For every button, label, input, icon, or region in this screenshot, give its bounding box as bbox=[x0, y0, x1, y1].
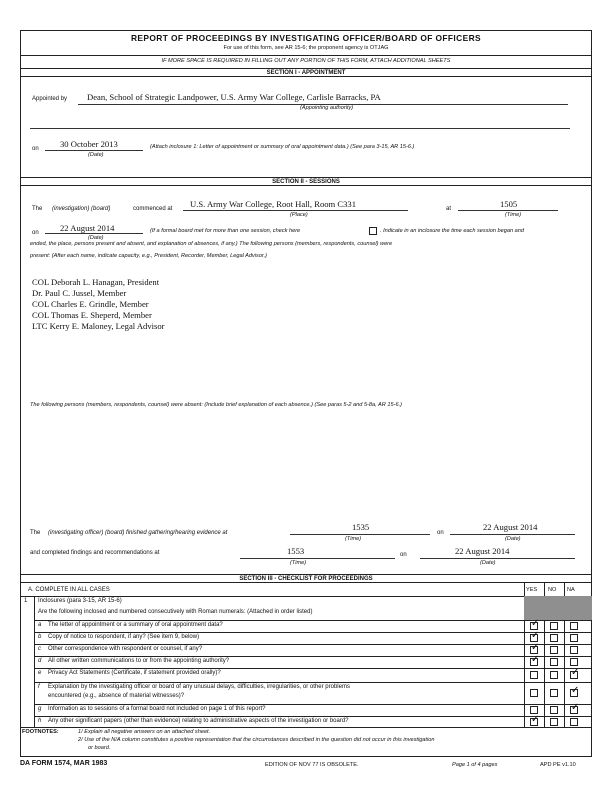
formal-board-note-2: . Indicate in an inclosure the time each session began and bbox=[380, 228, 524, 234]
form-subtitle: For use of this form, see AR 15-6; the proponent agency is OTJAG bbox=[223, 45, 389, 51]
space-notice: IF MORE SPACE IS REQUIRED IN FILLING OUT ANY PORTION OF THIS FORM, ATTACH ADDITIONAL SHEETS bbox=[161, 58, 451, 64]
form-number: DA FORM 1574, MAR 1983 bbox=[20, 760, 108, 767]
appointed-by-value: Dean, School of Strategic Landpower, U.S. Army War College, Carlisle Barracks, PA bbox=[87, 92, 381, 102]
checklist-letter-h: h bbox=[38, 718, 42, 724]
formal-board-checkbox[interactable] bbox=[369, 227, 377, 235]
section-1-heading: SECTION I - APPOINTMENT bbox=[20, 68, 592, 77]
checklist-text-g: Information as to sessions of a formal board not included on page 1 of this report? bbox=[48, 706, 266, 712]
session-place: U.S. Army War College, Root Hall, Room C331 bbox=[190, 199, 357, 209]
completed-date: 22 August 2014 bbox=[455, 546, 510, 556]
check-mark-g: ✓ bbox=[571, 702, 580, 713]
footnote-1: 1/ Explain all negative answers on an attached sheet. bbox=[78, 729, 211, 735]
finished-time: 1535 bbox=[352, 522, 370, 532]
on-label-2: on bbox=[32, 230, 39, 236]
on-label: on bbox=[32, 146, 39, 152]
checkbox-c-no[interactable] bbox=[550, 646, 558, 654]
checkbox-a-na[interactable] bbox=[570, 622, 578, 630]
form-title: REPORT OF PROCEEDINGS BY INVESTIGATING OFFICER/BOARD OF OFFICERS bbox=[130, 33, 482, 43]
checklist-letter-f: f bbox=[38, 684, 40, 690]
page-count: Page 1 of 4 pages bbox=[452, 762, 498, 768]
item-1-sub: Are the following inclosed and numbered consecutively with Roman numerals: (Attached in order listed) bbox=[38, 609, 313, 615]
footnote-2: 2/ Use of the N/A column constitutes a positive representation that the circumstances described in the question did not occur in this investigation bbox=[78, 737, 435, 743]
appointment-date: 30 October 2013 bbox=[60, 139, 118, 149]
subsection-a: A. COMPLETE IN ALL CASES bbox=[28, 587, 110, 593]
checkbox-b-na[interactable] bbox=[570, 634, 578, 642]
col-na: NA bbox=[567, 587, 575, 593]
sessions-line-2: ended, the place, persons present and absent, and explanation of absences, if any.) The following persons (members, respondents, counsel) were bbox=[30, 241, 393, 247]
item-1-number: 1 bbox=[24, 598, 28, 604]
attach-note: (Attach inclosure 1: Letter of appointment or summary of oral appointment data.) (See para 3-15, AR 15-6.) bbox=[150, 144, 415, 150]
checklist-letter-d: d bbox=[38, 658, 42, 664]
completed-on-label: on bbox=[400, 552, 407, 558]
completed-time-caption: (Time) bbox=[290, 560, 307, 566]
checkbox-e-no[interactable] bbox=[550, 671, 558, 679]
finished-text: (investigating officer) (board) finished gathering/hearing evidence at bbox=[48, 530, 228, 536]
check-mark-e: ✓ bbox=[571, 667, 580, 678]
sessions-line-3: present: (After each name, indicate capacity, e.g., President, Recorder, Member, Legal Advisor.) bbox=[30, 253, 268, 259]
checklist-text-d: All other written communications to or from the appointing authority? bbox=[48, 658, 230, 664]
checkbox-f-yes[interactable] bbox=[530, 689, 538, 697]
check-mark-h: ✓ bbox=[531, 714, 540, 725]
checkbox-b-no[interactable] bbox=[550, 634, 558, 642]
check-mark-c: ✓ bbox=[531, 642, 540, 653]
checkbox-g-yes[interactable] bbox=[530, 706, 538, 714]
check-mark-f: ✓ bbox=[571, 685, 580, 696]
present-2: Dr. Paul C. Jussel, Member bbox=[32, 288, 127, 298]
section-2-heading: SECTION II - SESSIONS bbox=[20, 177, 592, 186]
absent-text: The following persons (members, respondents, counsel) were absent: (Include brief explanation of each absence.) (See paras 5-2 and 5-8a, AR 15-6.) bbox=[30, 402, 402, 408]
at-label: at bbox=[446, 206, 452, 212]
edition-note: EDITION OF NOV 77 IS OBSOLETE. bbox=[265, 762, 359, 768]
completed-label: and completed findings and recommendations at bbox=[30, 550, 160, 556]
checkbox-f-no[interactable] bbox=[550, 689, 558, 697]
checkbox-e-yes[interactable] bbox=[530, 671, 538, 679]
checklist-text-f: Explanation by the investigating officer or board of any unusual delays, difficulties, irregularities, or other problems bbox=[48, 684, 350, 690]
col-no: NO bbox=[548, 587, 557, 593]
session-time: 1505 bbox=[500, 199, 518, 209]
apd-code: APD PE v1.10 bbox=[540, 762, 576, 768]
checkbox-a-no[interactable] bbox=[550, 622, 558, 630]
checklist-letter-c: c bbox=[38, 646, 41, 652]
checkbox-h-no[interactable] bbox=[550, 718, 558, 726]
checkbox-c-na[interactable] bbox=[570, 646, 578, 654]
place-caption: (Place) bbox=[290, 212, 308, 218]
section-3-heading: SECTION III - CHECKLIST FOR PROCEEDINGS bbox=[20, 574, 592, 583]
checklist-text-c: Other correspondence with respondent or counsel, if any? bbox=[48, 646, 203, 652]
formal-board-note: (If a formal board met for more than one session, check here bbox=[150, 228, 301, 234]
finished-prefix: The bbox=[30, 530, 41, 536]
checklist-letter-a: a bbox=[38, 622, 42, 628]
finished-time-caption: (Time) bbox=[345, 536, 362, 542]
checklist-letter-b: b bbox=[38, 634, 42, 640]
checklist-text-e: Privacy Act Statements (Certificate, if statement provided orally)? bbox=[48, 670, 221, 676]
check-mark-a: ✓ bbox=[531, 618, 540, 629]
checklist-letter-e: e bbox=[38, 670, 42, 676]
session-date-caption: (Date) bbox=[88, 235, 104, 241]
checkbox-d-no[interactable] bbox=[550, 658, 558, 666]
the-label: The bbox=[32, 206, 43, 212]
checkbox-g-no[interactable] bbox=[550, 706, 558, 714]
appointed-by-label: Appointed by bbox=[32, 96, 68, 102]
checklist-text-a: The letter of appointment or a summary of oral appointment data? bbox=[48, 622, 223, 628]
present-5: LTC Kerry E. Maloney, Legal Advisor bbox=[32, 321, 165, 331]
footnotes-label: FOOTNOTES: bbox=[22, 729, 59, 735]
checkbox-h-na[interactable] bbox=[570, 718, 578, 726]
check-mark-b: ✓ bbox=[531, 630, 540, 641]
footnote-2b: or board. bbox=[88, 745, 111, 751]
present-3: COL Charles E. Grindle, Member bbox=[32, 299, 149, 309]
appointment-date-caption: (Date) bbox=[88, 152, 104, 158]
appointing-authority-caption: (Appointing authority) bbox=[300, 105, 354, 111]
commenced-label: commenced at bbox=[133, 206, 173, 212]
present-4: COL Thomas E. Sheperd, Member bbox=[32, 310, 152, 320]
finished-on-label: on bbox=[437, 530, 444, 536]
item-1-text: Inclosures (para 3-15, AR 15-6) bbox=[38, 598, 122, 604]
finished-date: 22 August 2014 bbox=[483, 522, 538, 532]
checklist-text-f-cont: encountered (e.g., absence of material witnesses)? bbox=[48, 693, 185, 699]
col-yes: YES bbox=[526, 587, 538, 593]
checkbox-d-na[interactable] bbox=[570, 658, 578, 666]
finished-date-caption: (Date) bbox=[505, 536, 521, 542]
completed-time: 1553 bbox=[287, 546, 305, 556]
checklist-text-h: Any other significant papers (other than evidence) relating to administrative aspects of the investigation or board? bbox=[48, 718, 349, 724]
check-mark-d: ✓ bbox=[531, 654, 540, 665]
investigation-board-label: (investigation) (board) bbox=[52, 206, 111, 212]
checklist-letter-g: g bbox=[38, 706, 42, 712]
completed-date-caption: (Date) bbox=[480, 560, 496, 566]
time-caption: (Time) bbox=[505, 212, 522, 218]
session-date: 22 August 2014 bbox=[60, 223, 115, 233]
checklist-text-b: Copy of notice to respondent, if any? (See item 9, below) bbox=[48, 634, 200, 640]
present-1: COL Deborah L. Hanagan, President bbox=[32, 277, 160, 287]
